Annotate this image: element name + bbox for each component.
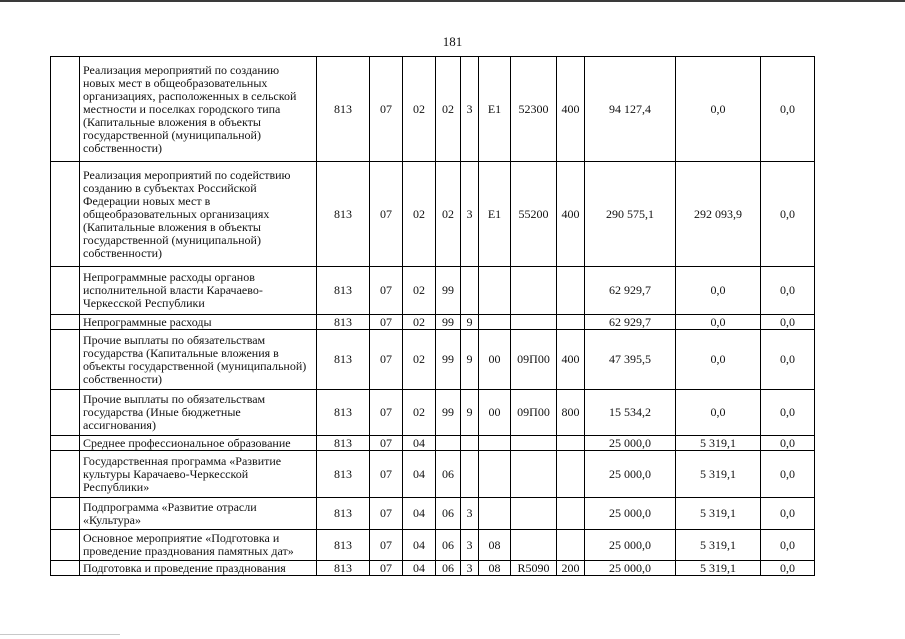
section-code: 07 <box>370 57 403 162</box>
direction-code: 52300 <box>511 57 557 162</box>
expense-name: Основное мероприятие «Подготовка и проведение празднования памятных дат» <box>80 530 317 561</box>
measure-code: 00 <box>479 330 511 390</box>
program-code: 02 <box>436 57 461 162</box>
empty-cell <box>51 267 80 315</box>
scan-artifact <box>0 634 120 635</box>
subsection-code: 04 <box>403 561 436 576</box>
amount-year-1: 25 000,0 <box>585 561 676 576</box>
amount-year-2: 5 319,1 <box>676 436 761 451</box>
direction-code: R5090 <box>511 561 557 576</box>
section-code: 07 <box>370 436 403 451</box>
program-code: 99 <box>436 330 461 390</box>
measure-code: E1 <box>479 162 511 267</box>
program-code: 06 <box>436 498 461 530</box>
direction-code <box>511 267 557 315</box>
measure-code <box>479 315 511 330</box>
expense-type-code: 400 <box>557 57 585 162</box>
subsection-code: 02 <box>403 330 436 390</box>
amount-year-2: 0,0 <box>676 390 761 436</box>
subprogram-code: 3 <box>461 57 479 162</box>
amount-year-1: 290 575,1 <box>585 162 676 267</box>
amount-year-3: 0,0 <box>761 498 815 530</box>
program-code: 06 <box>436 530 461 561</box>
direction-code <box>511 498 557 530</box>
direction-code <box>511 436 557 451</box>
ministry-code: 813 <box>317 267 370 315</box>
empty-cell <box>51 530 80 561</box>
subprogram-code <box>461 451 479 498</box>
expense-type-code <box>557 436 585 451</box>
measure-code: 00 <box>479 390 511 436</box>
measure-code: 08 <box>479 530 511 561</box>
amount-year-1: 62 929,7 <box>585 267 676 315</box>
amount-year-1: 25 000,0 <box>585 451 676 498</box>
section-code: 07 <box>370 498 403 530</box>
amount-year-1: 94 127,4 <box>585 57 676 162</box>
table-row <box>51 436 815 451</box>
amount-year-1: 25 000,0 <box>585 498 676 530</box>
ministry-code: 813 <box>317 436 370 451</box>
amount-year-3: 0,0 <box>761 390 815 436</box>
expense-type-code: 400 <box>557 162 585 267</box>
direction-code <box>511 530 557 561</box>
table-row <box>51 267 815 315</box>
ministry-code: 813 <box>317 530 370 561</box>
amount-year-2: 0,0 <box>676 330 761 390</box>
subsection-code: 02 <box>403 162 436 267</box>
ministry-code: 813 <box>317 561 370 576</box>
subprogram-code: 3 <box>461 162 479 267</box>
subprogram-code: 9 <box>461 390 479 436</box>
amount-year-2: 0,0 <box>676 315 761 330</box>
page-number: 181 <box>442 34 463 49</box>
section-code: 07 <box>370 315 403 330</box>
section-code: 07 <box>370 330 403 390</box>
expense-name: Подготовка и проведение празднования <box>80 561 317 576</box>
subprogram-code: 3 <box>461 530 479 561</box>
empty-cell <box>51 390 80 436</box>
expense-type-code: 400 <box>557 330 585 390</box>
ministry-code: 813 <box>317 498 370 530</box>
direction-code <box>511 451 557 498</box>
direction-code <box>511 315 557 330</box>
table-row <box>51 390 815 436</box>
subsection-code: 04 <box>403 451 436 498</box>
ministry-code: 813 <box>317 162 370 267</box>
subsection-code: 02 <box>403 390 436 436</box>
subprogram-code: 9 <box>461 330 479 390</box>
table-row <box>51 530 815 561</box>
ministry-code: 813 <box>317 451 370 498</box>
amount-year-1: 47 395,5 <box>585 330 676 390</box>
measure-code: 08 <box>479 561 511 576</box>
amount-year-2: 5 319,1 <box>676 561 761 576</box>
program-code: 06 <box>436 561 461 576</box>
expense-name: Подпрограмма «Развитие отрасли «Культура» <box>80 498 317 530</box>
subprogram-code: 3 <box>461 561 479 576</box>
amount-year-1: 62 929,7 <box>585 315 676 330</box>
subsection-code: 04 <box>403 436 436 451</box>
measure-code: E1 <box>479 57 511 162</box>
subprogram-code: 9 <box>461 315 479 330</box>
direction-code: 09П00 <box>511 330 557 390</box>
amount-year-2: 292 093,9 <box>676 162 761 267</box>
amount-year-2: 5 319,1 <box>676 451 761 498</box>
expense-type-code <box>557 498 585 530</box>
expense-name: Непрограммные расходы органов исполнительной власти Карачаево-Черкесской Республики <box>80 267 317 315</box>
table-row <box>51 451 815 498</box>
empty-cell <box>51 436 80 451</box>
amount-year-3: 0,0 <box>761 561 815 576</box>
empty-cell <box>51 451 80 498</box>
expense-type-code: 800 <box>557 390 585 436</box>
subsection-code: 02 <box>403 315 436 330</box>
ministry-code: 813 <box>317 330 370 390</box>
section-code: 07 <box>370 451 403 498</box>
expense-type-code <box>557 315 585 330</box>
amount-year-2: 0,0 <box>676 57 761 162</box>
empty-cell <box>51 330 80 390</box>
budget-table <box>50 56 815 576</box>
amount-year-2: 5 319,1 <box>676 530 761 561</box>
amount-year-3: 0,0 <box>761 451 815 498</box>
section-code: 07 <box>370 561 403 576</box>
expense-type-code <box>557 530 585 561</box>
expense-name: Прочие выплаты по обязательствам государства (Иные бюджетные ассигнования) <box>80 390 317 436</box>
section-code: 07 <box>370 267 403 315</box>
section-code: 07 <box>370 162 403 267</box>
subprogram-code: 3 <box>461 498 479 530</box>
empty-cell <box>51 315 80 330</box>
expense-type-code: 200 <box>557 561 585 576</box>
expense-type-code <box>557 451 585 498</box>
section-code: 07 <box>370 530 403 561</box>
empty-cell <box>51 57 80 162</box>
amount-year-3: 0,0 <box>761 162 815 267</box>
subsection-code: 02 <box>403 267 436 315</box>
table-row <box>51 57 815 162</box>
expense-name: Прочие выплаты по обязательствам государства (Капитальные вложения в объекты государственной (муниципальной) собственности) <box>80 330 317 390</box>
empty-cell <box>51 561 80 576</box>
ministry-code: 813 <box>317 315 370 330</box>
amount-year-1: 25 000,0 <box>585 530 676 561</box>
subsection-code: 04 <box>403 498 436 530</box>
amount-year-1: 25 000,0 <box>585 436 676 451</box>
program-code: 02 <box>436 162 461 267</box>
measure-code <box>479 267 511 315</box>
program-code: 06 <box>436 451 461 498</box>
subprogram-code <box>461 267 479 315</box>
table-row <box>51 315 815 330</box>
table-row <box>51 561 815 576</box>
ministry-code: 813 <box>317 390 370 436</box>
amount-year-3: 0,0 <box>761 330 815 390</box>
program-code <box>436 436 461 451</box>
expense-name: Среднее профессиональное образование <box>80 436 317 451</box>
empty-cell <box>51 162 80 267</box>
subprogram-code <box>461 436 479 451</box>
amount-year-1: 15 534,2 <box>585 390 676 436</box>
table-row <box>51 498 815 530</box>
measure-code <box>479 451 511 498</box>
subsection-code: 02 <box>403 57 436 162</box>
table-row <box>51 330 815 390</box>
expense-name: Реализация мероприятий по созданию новых мест в общеобразовательных организациях, расположенных в сельской местности и поселках городского типа (Капитальные вложения в объекты государственной (муниципальной) собственности) <box>80 57 317 162</box>
ministry-code: 813 <box>317 57 370 162</box>
measure-code <box>479 436 511 451</box>
program-code: 99 <box>436 315 461 330</box>
table-row <box>51 162 815 267</box>
program-code: 99 <box>436 267 461 315</box>
empty-cell <box>51 498 80 530</box>
program-code: 99 <box>436 390 461 436</box>
amount-year-3: 0,0 <box>761 436 815 451</box>
expense-name: Реализация мероприятий по содействию созданию в субъектах Российской Федерации новых мест в общеобразовательных организациях (Капитальные вложения в объекты государственной (муниципальной) собственности) <box>80 162 317 267</box>
measure-code <box>479 498 511 530</box>
direction-code: 09П00 <box>511 390 557 436</box>
amount-year-3: 0,0 <box>761 530 815 561</box>
amount-year-2: 5 319,1 <box>676 498 761 530</box>
subsection-code: 04 <box>403 530 436 561</box>
amount-year-3: 0,0 <box>761 315 815 330</box>
top-border-line <box>0 0 905 2</box>
section-code: 07 <box>370 390 403 436</box>
direction-code: 55200 <box>511 162 557 267</box>
expense-type-code <box>557 267 585 315</box>
expense-name: Государственная программа «Развитие культуры Карачаево-Черкесской Республики» <box>80 451 317 498</box>
amount-year-3: 0,0 <box>761 267 815 315</box>
expense-name: Непрограммные расходы <box>80 315 317 330</box>
amount-year-2: 0,0 <box>676 267 761 315</box>
amount-year-3: 0,0 <box>761 57 815 162</box>
